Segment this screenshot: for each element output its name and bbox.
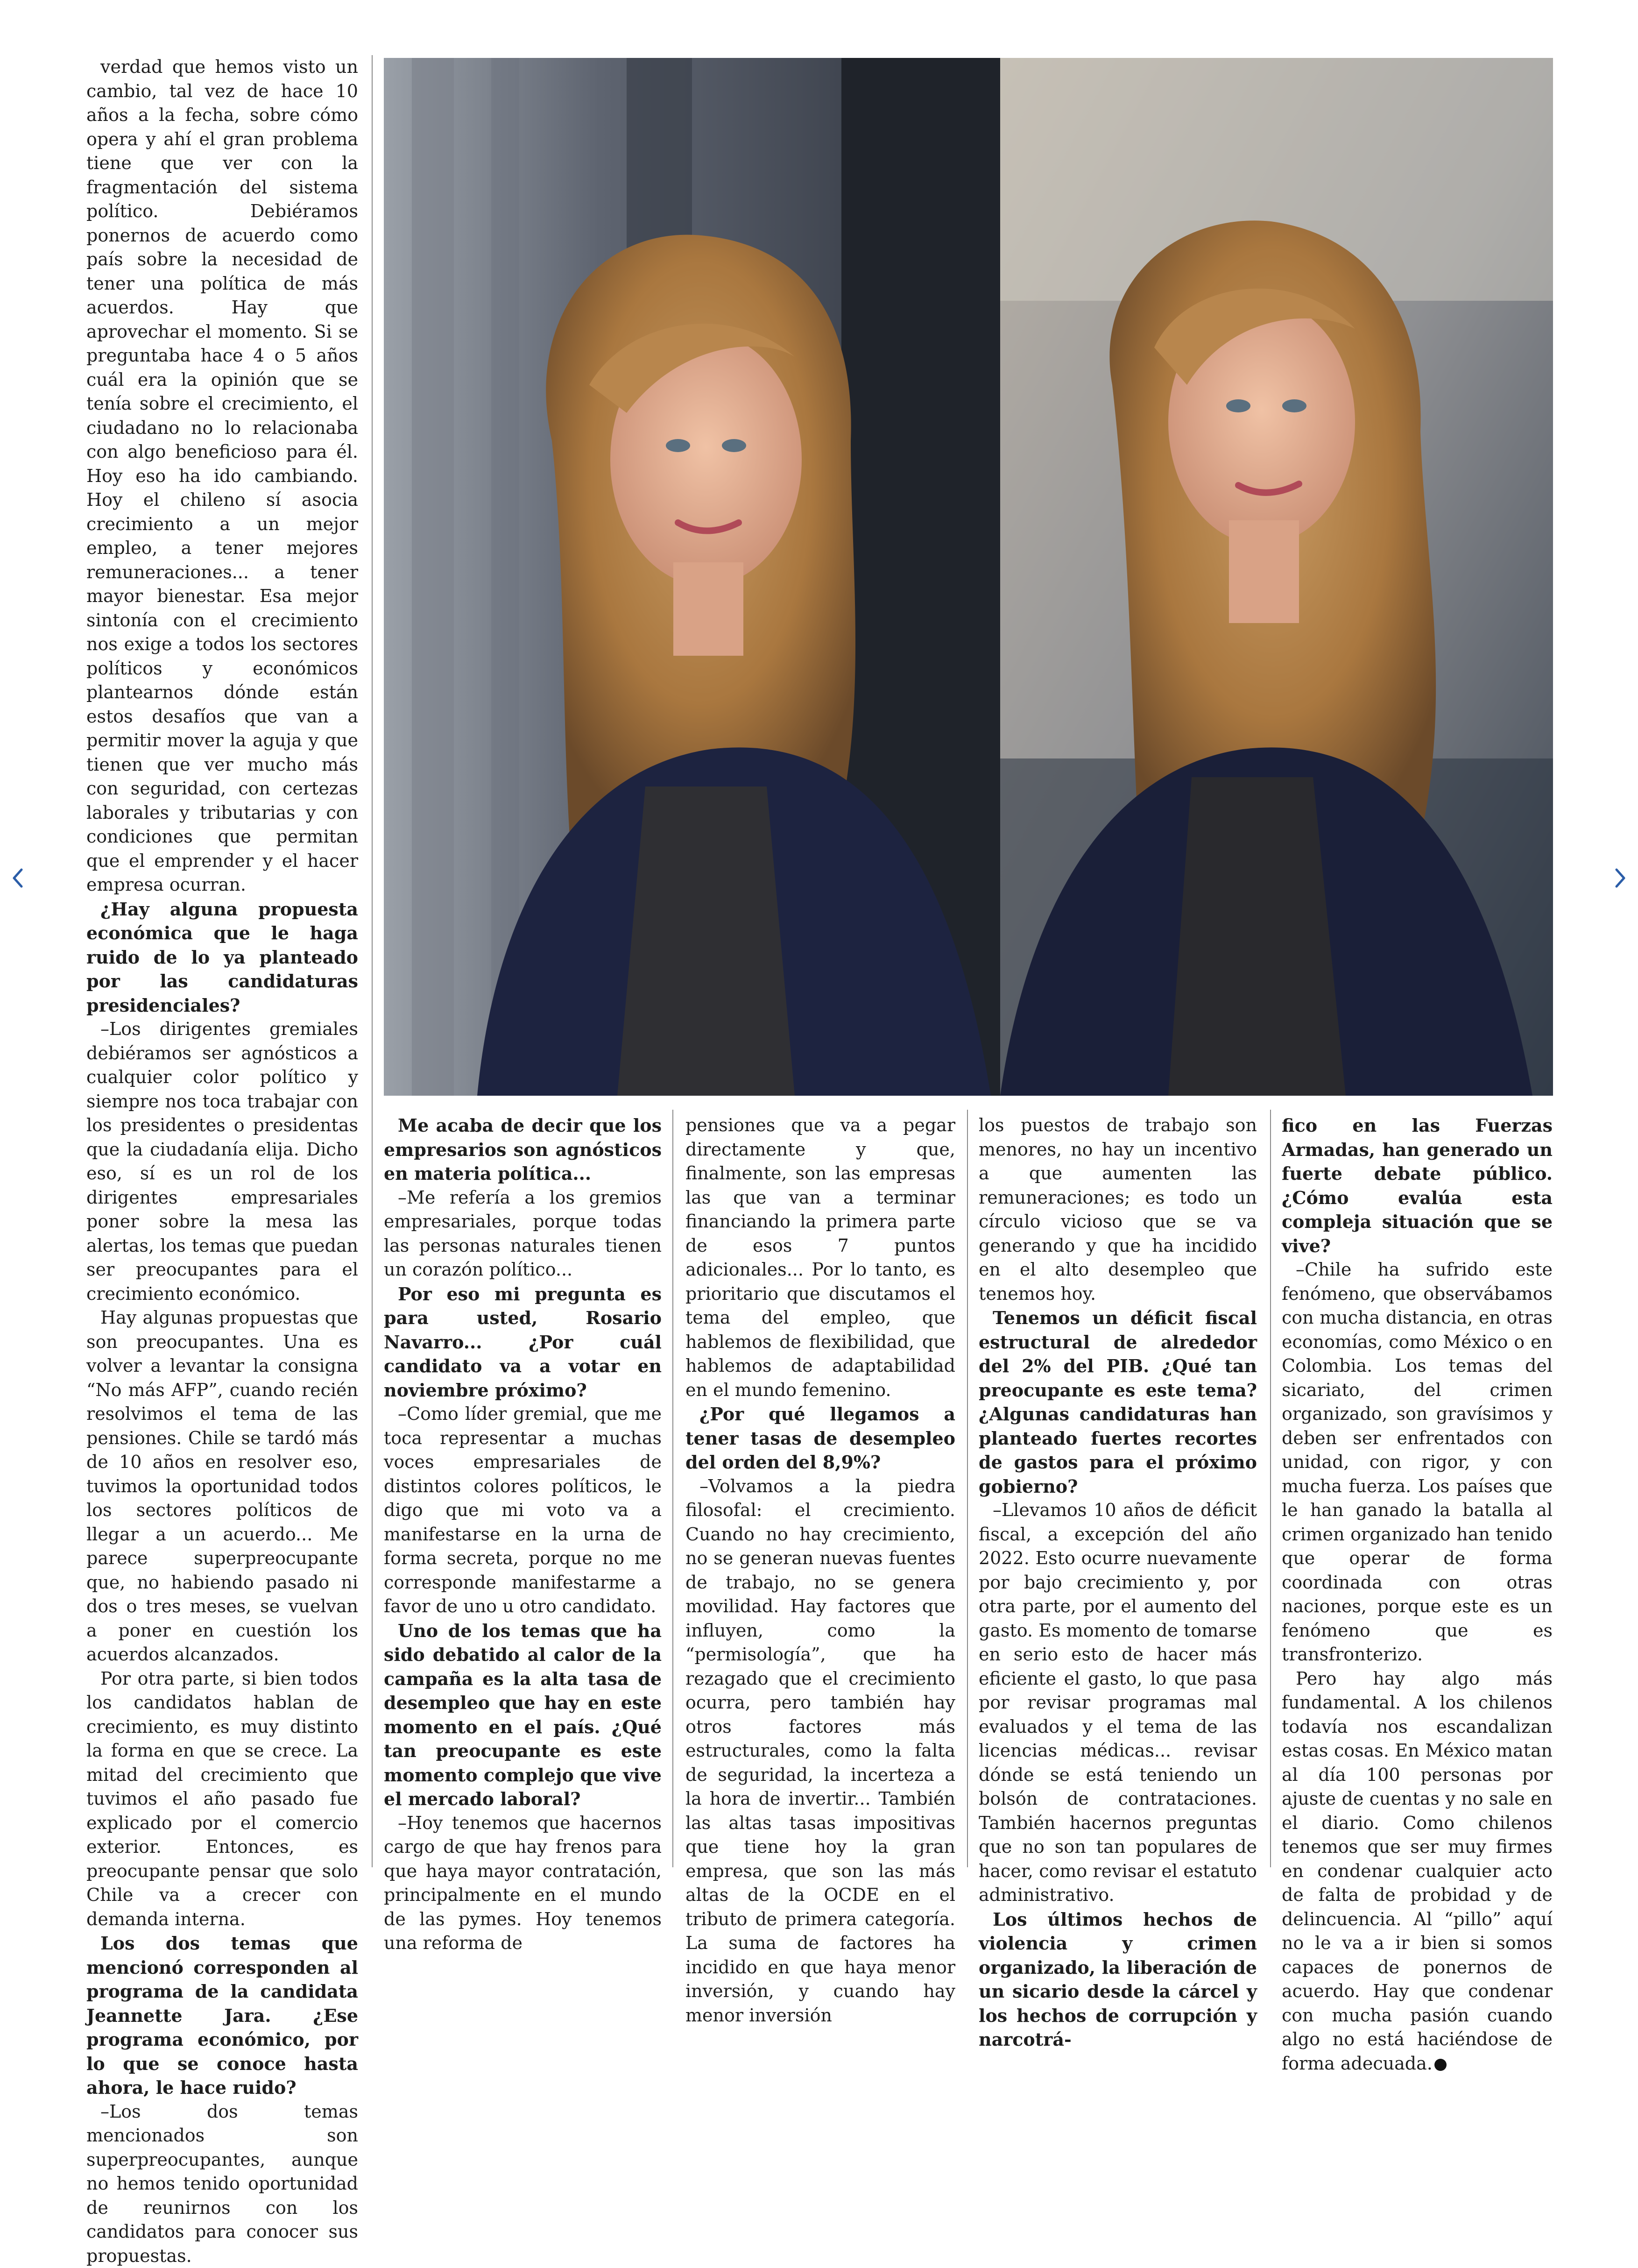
interview-question: ¿Hay alguna propuesta económica que le haga ruido de lo ya planteado por las candidaturas presidenciales?: [86, 897, 358, 1018]
interview-answer: Por otra parte, si bien todos los candidatos hablan de crecimiento, es muy distinto la forma en que se crece. La mitad del crecimiento que tuvimos el año pasado fue explicado por el comercio exterior. Entonces, es preocupante pensar que solo Chile va a crecer con demanda interna.: [86, 1667, 358, 1932]
interview-answer: –Los dirigentes gremiales debiéramos ser agnósticos a cualquier color político y siempre nos toca trabajar con los presidentes o presidentas que la ciudadanía elija. Dicho eso, sí es un rol de los dirigentes empresariales poner sobre la mesa las alertas, los temas que puedan ser preocupantes para el crecimiento económico.: [86, 1017, 358, 1306]
interview-answer: Hay algunas propuestas que son preocupantes. Una es volver a levantar la consigna “No más AFP”, cuando recién resolvimos el tema de las pensiones. Chile se tardó más de 10 años en resolver eso, tuvimos la oportunidad todos los sectores políticos de llegar a un acuerdo... Me parece superpreocupante que, no habiendo pasado ni dos o tres meses, se vuelvan a poner en cuestión los acuerdos alcanzados.: [86, 1306, 358, 1667]
column-divider: [1270, 1110, 1271, 1867]
article-column-5: [1282, 1113, 1553, 2076]
column-divider: [372, 55, 373, 1867]
article-photo: [384, 58, 1553, 1096]
interview-question: fico en las Fuerzas Armadas, han generado un fuerte debate público. ¿Cómo evalúa esta compleja situación que se vive?: [1282, 1113, 1553, 1258]
interview-question: Por eso mi pregunta es para usted, Rosario Navarro... ¿Por cuál candidato va a votar en noviembre próximo?: [384, 1282, 662, 1403]
interview-answer: –Los dos temas mencionados son superpreocupantes, aunque no hemos tenido oportunidad de reunirnos con los candidatos para conocer sus propuestas.: [86, 2100, 358, 2268]
interview-answer: pensiones que va a pegar directamente y que, finalmente, son las empresas las que van a terminar financiando la primera parte de esos 7 puntos adicionales... Por lo tanto, es prioritario que discutamos el tema del empleo, que hablemos de flexibilidad, que hablemos de adaptabilidad en el mundo femenino.: [685, 1113, 955, 1402]
interview-question: ¿Por qué llegamos a tener tasas de desempleo del orden del 8,9%?: [685, 1402, 955, 1474]
interview-answer: –Volvamos a la piedra filosofal: el crecimiento. Cuando no hay crecimiento, no se generan nuevas fuentes de trabajo, no se genera movilidad. Hay factores que influyen, como la “permisología”, que ha rezagado que el crecimiento ocurra, pero también hay otros factores más estructurales, como la falta de seguridad, la incerteza a la hora de invertir... También las altas tasas impositivas que tiene hoy la gran empresa, que son las más altas de la OCDE en el tributo de primera categoría. La suma de factores ha incidido en que haya menor inversión, y cuando hay menor inversión: [685, 1474, 955, 2028]
interview-answer: –Llevamos 10 años de déficit fiscal, a excepción del año 2022. Esto ocurre nuevamente por bajo crecimiento y, por otra parte, por el aumento del gasto. Es momento de tomarse en serio esto de hacer más eficiente el gasto, lo que pasa por revisar programas mal evaluados y el tema de las licencias médicas... revisar dónde se está teniendo un bolsón de contrataciones. También hacernos preguntas que no son tan populares de hacer, como revisar el estatuto administrativo.: [979, 1498, 1257, 1907]
article-column-1: [86, 55, 358, 2268]
interview-answer: –Hoy tenemos que hacernos cargo de que hay frenos para que haya mayor contratación, principalmente en el mundo de las pymes. Hoy tenemos una reforma de: [384, 1811, 662, 1956]
end-of-article-icon: P: [1434, 2059, 1447, 2071]
interview-question: Me acaba de decir que los empresarios son agnósticos en materia política...: [384, 1113, 662, 1186]
column-divider: [967, 1110, 968, 1867]
interview-answer: –Me refería a los gremios empresariales, porque todas las personas naturales tienen un corazón político...: [384, 1186, 662, 1282]
interview-answer: Pero hay algo más fundamental. A los chilenos todavía nos escandalizan estas cosas. En México matan al día 100 personas por ajuste de cuentas y no sale en el diario. Como chilenos tenemos que ser muy firmes en condenar cualquier acto de falta de probidad y de delincuencia. Al “pillo” aquí no le va a ir bien si somos capaces de ponernos de acuerdo. Hay que condenar con mucha pasión cuando algo no está haciéndose de forma adecuada. P: [1282, 1667, 1553, 2076]
chevron-left-icon: [8, 864, 27, 892]
chevron-right-icon: [1611, 864, 1630, 892]
article-column-3: [685, 1113, 955, 2027]
next-page-button[interactable]: [1611, 864, 1630, 892]
interview-question: Uno de los temas que ha sido debatido al calor de la campaña es la alta tasa de desempleo que hay en este momento en el país. ¿Qué tan preocupante es este momento complejo que vive el mercado laboral?: [384, 1619, 662, 1811]
column-divider: [672, 1110, 673, 1867]
article-column-2: [384, 1113, 662, 1956]
interview-answer: los puestos de trabajo son menores, no hay un incentivo a que aumenten las remuneraciones; es todo un círculo vicioso que se va generando y que ha incidido en el alto desempleo que tenemos hoy.: [979, 1113, 1257, 1306]
interview-answer: –Como líder gremial, que me toca representar a muchas voces empresariales de distintos colores políticos, le digo que mi voto va a manifestarse en la urna de forma secreta, porque no me corresponde manifestarme a favor de uno u otro candidato.: [384, 1402, 662, 1619]
article-column-4: [979, 1113, 1257, 2052]
interview-answer: verdad que hemos visto un cambio, tal vez de hace 10 años a la fecha, sobre cómo opera y ahí el gran problema tiene que ver con la fragmentación del sistema político. Debiéramos ponernos de acuerdo como país sobre la necesidad de tener una política de más acuerdos. Hay que aprovechar el momento. Si se preguntaba hace 4 o 5 años cuál era la opinión que se tenía sobre el crecimiento, el ciudadano no lo relacionaba con algo beneficioso para él. Hoy eso ha ido cambiando. Hoy el chileno sí asocia crecimiento a un mejor empleo, a tener mejores remuneraciones... a tener mayor bienestar. Esa mejor sintonía con el crecimiento nos exige a todos los sectores políticos y económicos plantearnos dónde están estos desafíos que van a permitir mover la aguja y que tienen que ver mucho más con seguridad, con certezas laborales y tributarias y con condiciones que permitan que el emprender y el hacer empresa ocurran.: [86, 55, 358, 897]
interview-question: Los últimos hechos de violencia y crimen organizado, la liberación de un sicario desde la cárcel y los hechos de corrupción y narcotrá-: [979, 1907, 1257, 2052]
interview-answer: –Chile ha sufrido este fenómeno, que observábamos con mucha distancia, en otras economías, como México o en Colombia. Los temas del sicariato, del crimen organizado, son gravísimos y deben ser enfrentados con unidad, con rigor, y con mucha fuerza. Los países que le han ganado la batalla al crimen organizado han tenido que operar de forma coordinada con otras naciones, porque este es un fenómeno que es transfronterizo.: [1282, 1258, 1553, 1667]
interview-question: Tenemos un déficit fiscal estructural de alrededor del 2% del PIB. ¿Qué tan preocupante es este tema? ¿Algunas candidaturas han planteado fuertes recortes de gastos para el próximo gobierno?: [979, 1306, 1257, 1498]
previous-page-button[interactable]: [8, 864, 27, 892]
interview-question: Los dos temas que mencionó corresponden al programa de la candidata Jeannette Jara. ¿Ese programa económico, por lo que se conoce hasta ahora, le hace ruido?: [86, 1931, 358, 2100]
